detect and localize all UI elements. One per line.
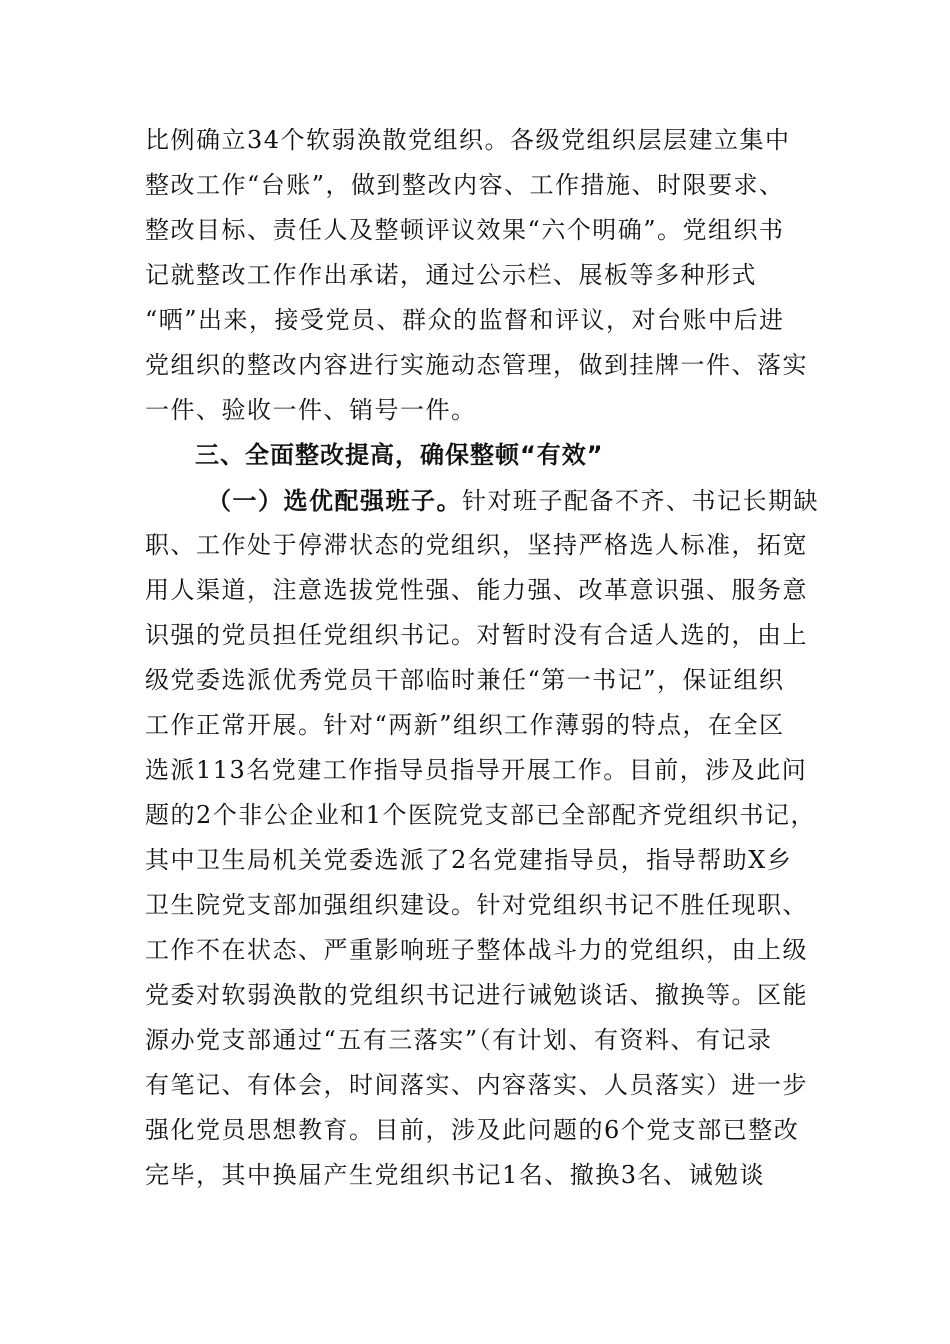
text-line: 有笔记、有体会，时间落实、内容落实、人员落实）进一步 <box>145 1071 808 1099</box>
text-line: 党委对软弱涣散的党组织书记进行诫勉谈话、撤换等。区能 <box>145 981 808 1009</box>
text-line: 党组织的整改内容进行实施动态管理，做到挂牌一件、落实 <box>145 351 808 379</box>
section-heading: 三、全面整改提高，确保整顿“有效” <box>195 441 604 469</box>
text-line: 整改目标、责任人及整顿评议效果“六个明确”。党组织书 <box>145 216 785 244</box>
text-line: 职、工作处于停滞状态的党组织，坚持严格选人标准，拓宽 <box>145 531 808 559</box>
text-span: 针对班子配备不齐、书记长期缺 <box>462 487 819 515</box>
text-line: 卫生院党支部加强组织建设。针对党组织书记不胜任现职、 <box>145 891 808 919</box>
text-line: 整改工作“台账”，做到整改内容、工作措施、时限要求、 <box>145 171 785 199</box>
text-line: “晒”出来，接受党员、群众的监督和评议，对台账中后进 <box>145 306 785 334</box>
text-line: 工作正常开展。针对“两新”组织工作薄弱的特点，在全区 <box>145 711 785 739</box>
text-line: 完毕，其中换届产生党组织书记1名、撤换3名、诫勉谈 <box>145 1161 766 1189</box>
text-line: 识强的党员担任党组织书记。对暂时没有合适人选的，由上 <box>145 621 808 649</box>
text-line: 用人渠道，注意选拔党性强、能力强、改革意识强、服务意 <box>145 576 808 604</box>
text-line: 比例确立34个软弱涣散党组织。各级党组织层层建立集中 <box>145 126 791 154</box>
text-line: 其中卫生局机关党委选派了2名党建指导员，指导帮助X乡 <box>145 846 793 874</box>
text-line: 工作不在状态、严重影响班子整体战斗力的党组织，由上级 <box>145 936 808 964</box>
text-line: 一件、验收一件、销号一件。 <box>145 396 477 424</box>
document-body <box>145 118 825 1198</box>
text-line: 强化党员思想教育。目前，涉及此问题的6个党支部已整改 <box>145 1116 800 1144</box>
text-line: 级党委选派优秀党员干部临时兼任“第一书记”，保证组织 <box>145 666 785 694</box>
subsection-lead: （一）选优配强班子。 <box>207 486 462 515</box>
text-line: 选派113名党建工作指导员指导开展工作。目前，涉及此问 <box>145 756 808 784</box>
text-line: 记就整改工作作出承诺，通过公示栏、展板等多种形式 <box>145 261 757 289</box>
subsection-first-line <box>145 478 825 523</box>
text-line: 题的2个非公企业和1个医院党支部已全部配齐党组织书记， <box>145 801 817 829</box>
text-line: 源办党支部通过“五有三落实”（有计划、有资料、有记录 <box>145 1026 773 1054</box>
